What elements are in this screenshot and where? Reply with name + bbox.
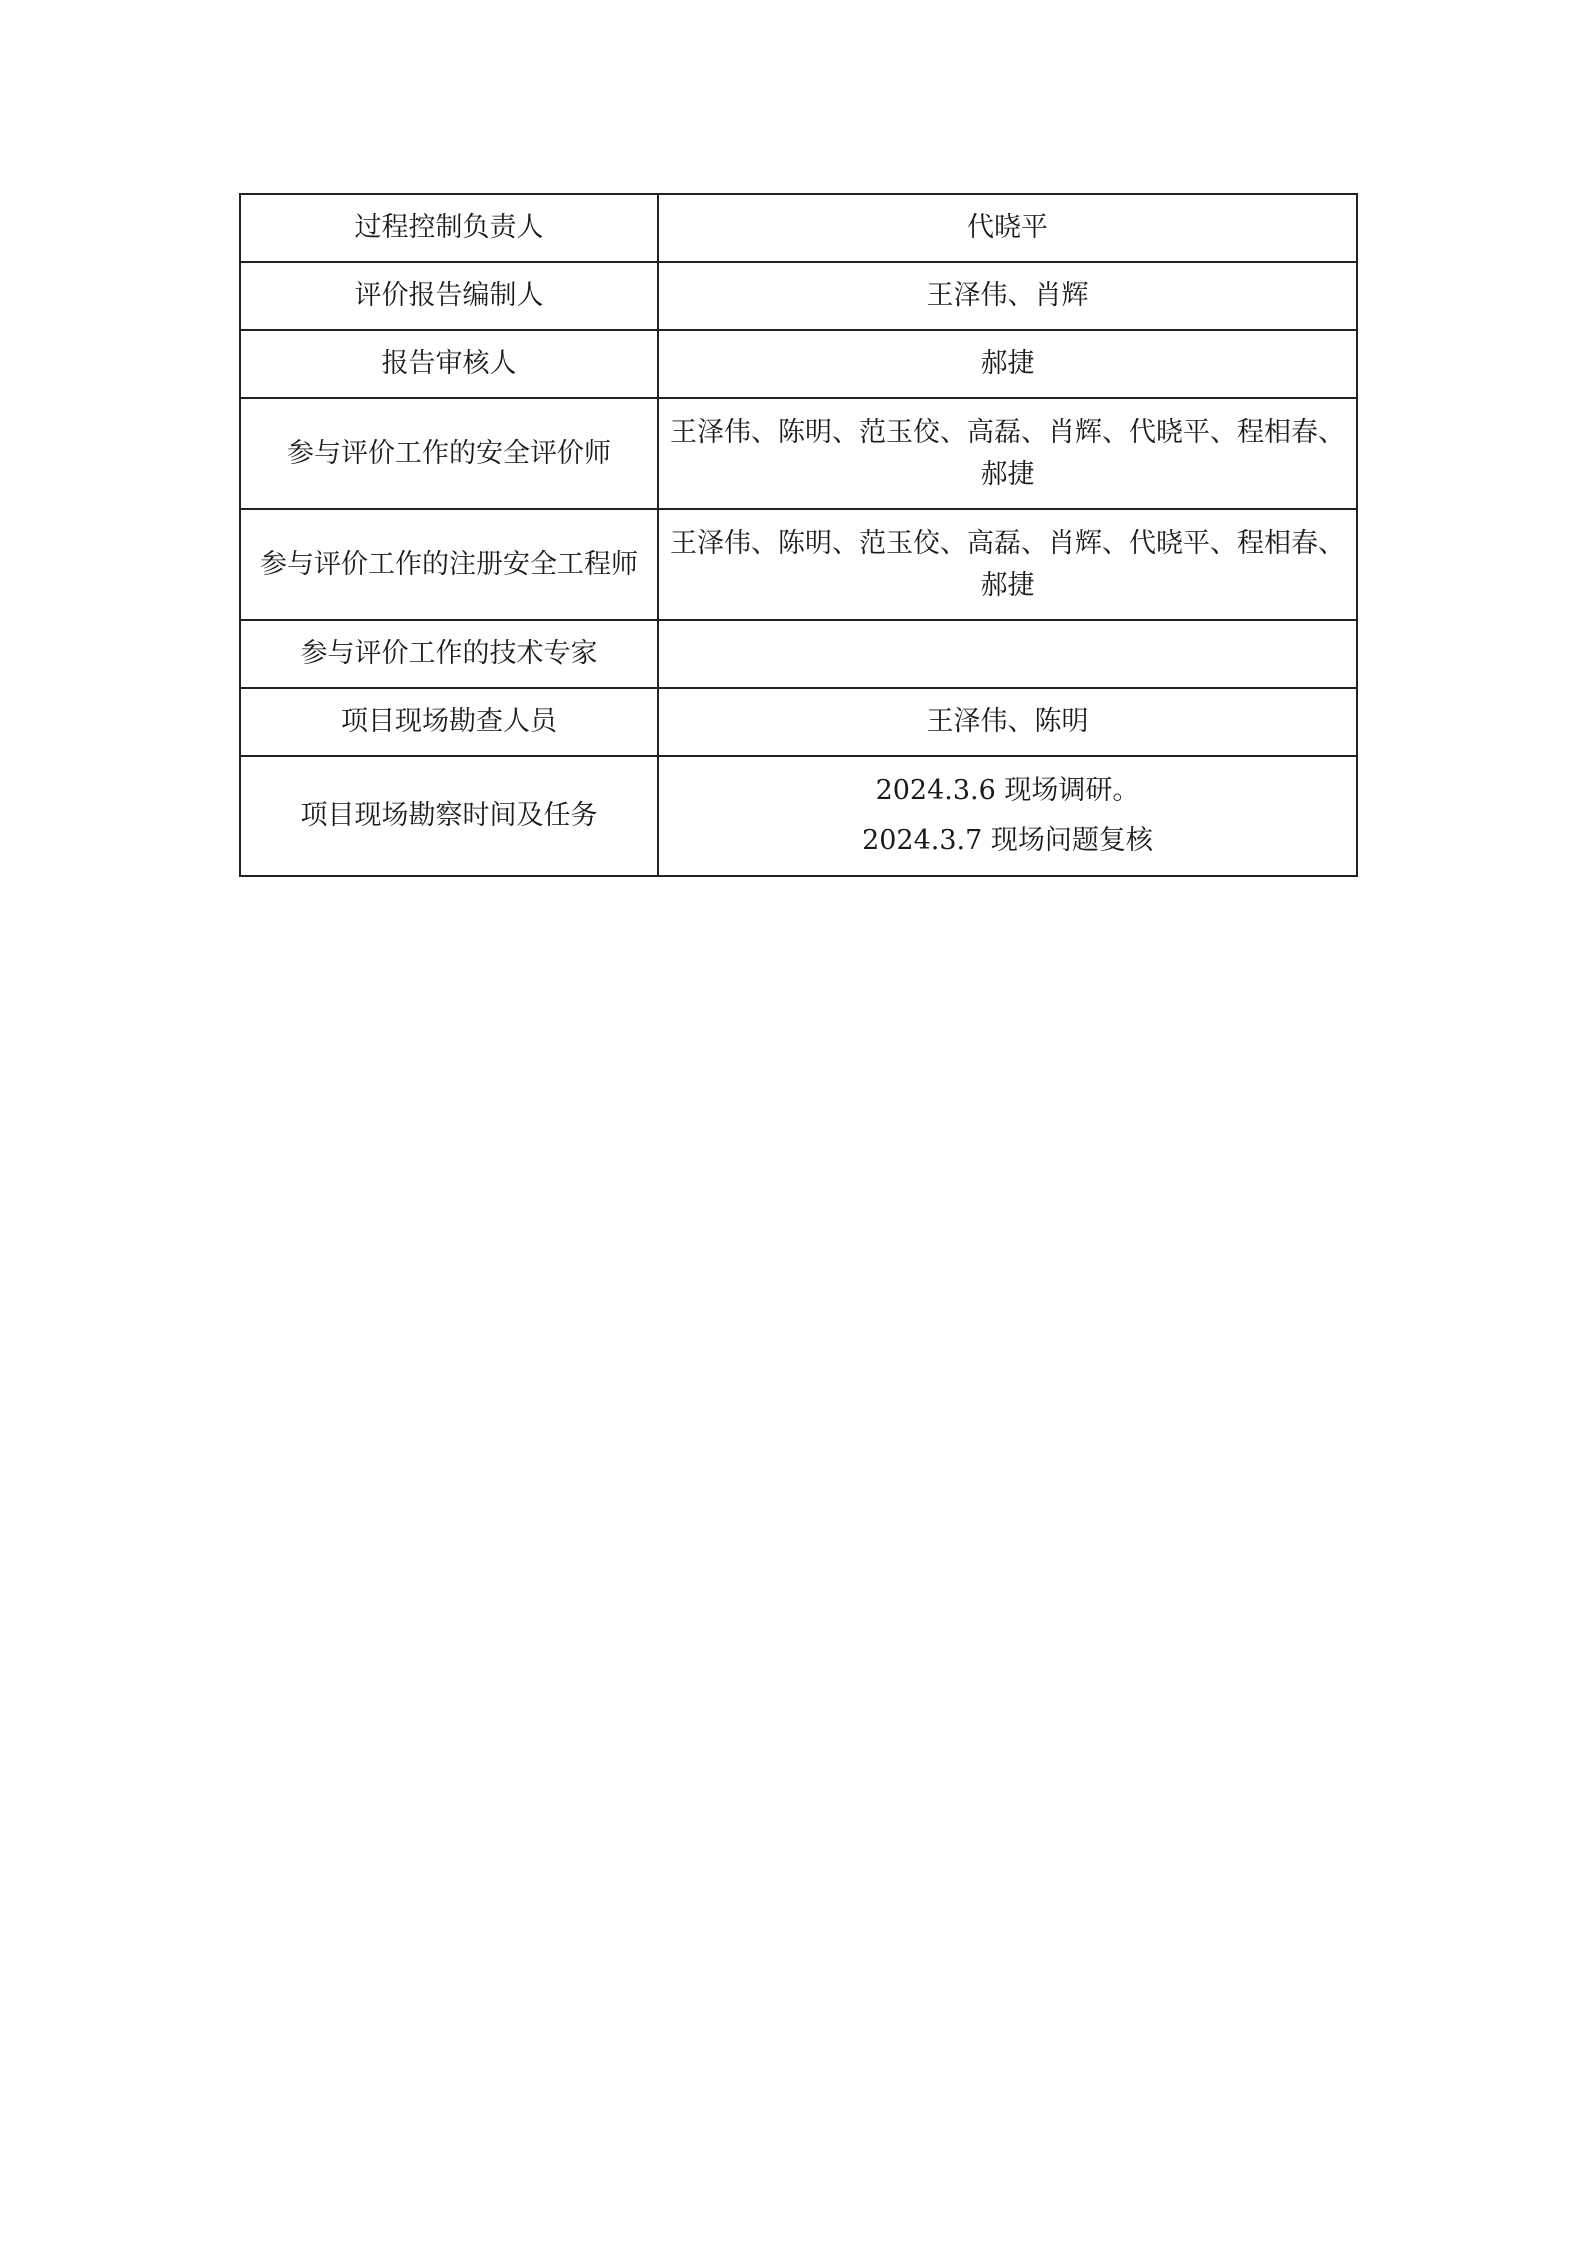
table-row — [240, 688, 1357, 756]
row-value: 郝捷 — [658, 330, 1357, 398]
table-row — [240, 398, 1357, 509]
value-line: 2024.3.7 现场问题复核 — [862, 825, 1153, 856]
table-row — [240, 262, 1357, 330]
row-value: 王泽伟、肖辉 — [658, 262, 1357, 330]
row-value — [658, 509, 1357, 620]
table-row — [240, 756, 1357, 876]
row-label: 项目现场勘察时间及任务 — [240, 756, 658, 876]
row-label: 参与评价工作的注册安全工程师 — [240, 509, 658, 620]
row-label: 参与评价工作的安全评价师 — [240, 398, 658, 509]
row-value: 王泽伟、陈明 — [658, 688, 1357, 756]
document-page — [239, 193, 1356, 877]
value-line: 郝捷 — [980, 458, 1035, 490]
table-row — [240, 194, 1357, 262]
value-line: 王泽伟、陈明、范玉佼、高磊、肖辉、代晓平、程相春、 — [670, 527, 1345, 559]
row-value — [658, 620, 1357, 688]
row-label: 项目现场勘查人员 — [240, 688, 658, 756]
table-row — [240, 509, 1357, 620]
row-value — [658, 756, 1357, 876]
value-line: 2024.3.6 现场调研。 — [875, 775, 1140, 806]
row-label: 参与评价工作的技术专家 — [240, 620, 658, 688]
personnel-table — [239, 193, 1358, 877]
row-value — [658, 398, 1357, 509]
value-line: 王泽伟、陈明、范玉佼、高磊、肖辉、代晓平、程相春、 — [670, 416, 1345, 448]
row-value: 代晓平 — [658, 194, 1357, 262]
row-label: 报告审核人 — [240, 330, 658, 398]
value-line: 郝捷 — [980, 569, 1035, 601]
row-label: 过程控制负责人 — [240, 194, 658, 262]
table-row — [240, 620, 1357, 688]
table-row — [240, 330, 1357, 398]
row-label: 评价报告编制人 — [240, 262, 658, 330]
